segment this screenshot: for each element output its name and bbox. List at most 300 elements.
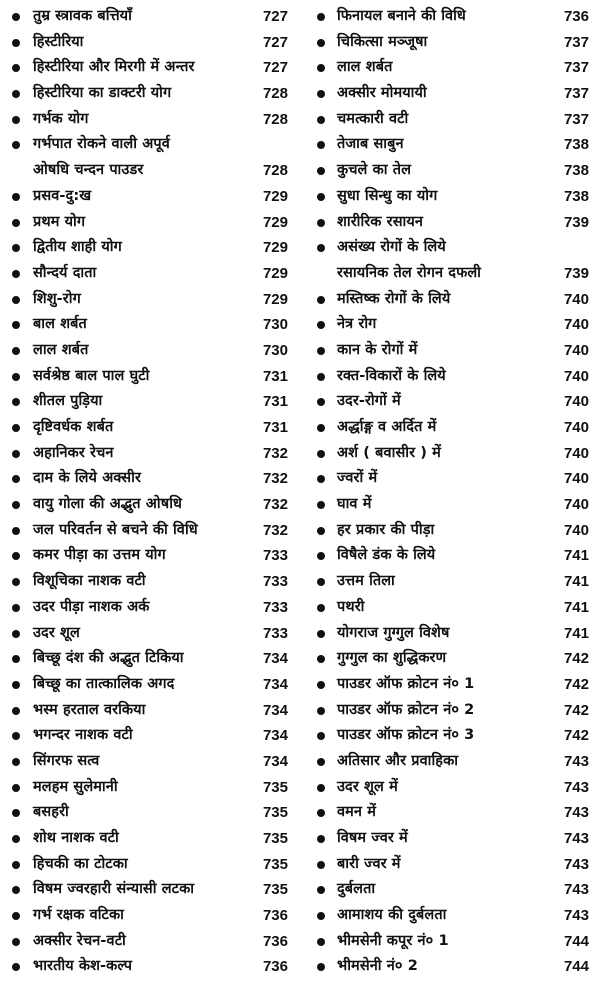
toc-entry-page-number: 733 [262, 624, 288, 642]
bullet-icon [317, 501, 325, 509]
toc-entry-title: सिंगरफ सत्व [33, 752, 100, 769]
toc-entry-page-number: 741 [563, 547, 589, 565]
bullet-icon [317, 424, 325, 432]
toc-entry [303, 81, 600, 107]
toc-left-column [0, 4, 298, 980]
toc-entry-page-number: 736 [262, 958, 288, 976]
bullet-icon [12, 90, 20, 98]
bullet-icon [317, 39, 325, 47]
bullet-icon [317, 141, 325, 149]
bullet-icon [317, 244, 325, 252]
bullet-icon [12, 424, 20, 432]
bullet-icon [12, 450, 20, 458]
toc-entry-title: बिच्छू दंश की अद्भुत टिकिया [33, 650, 184, 667]
toc-entry-title: भस्म हरताल वरकिया [33, 701, 146, 718]
toc-entry-title: लाल शर्बत [33, 341, 89, 358]
toc-entry-title: सौन्दर्य दाता [33, 264, 97, 281]
toc-entry-page-number: 741 [563, 573, 589, 591]
toc-entry-page-number: 739 [563, 213, 589, 231]
toc-entry [0, 569, 298, 595]
toc-entry-title: रक्त-विकारों के लिये [337, 367, 446, 384]
toc-entry-title: उत्तम तिला [337, 573, 395, 590]
toc-entry [303, 55, 600, 81]
bullet-icon [12, 296, 20, 304]
toc-entry-page-number: 739 [563, 264, 589, 282]
toc-entry-page-number: 740 [563, 470, 589, 488]
toc-entry-title: शिशु-रोग [33, 290, 81, 307]
toc-entry-page-number: 743 [563, 752, 589, 770]
toc-entry-page-number: 737 [563, 110, 589, 128]
toc-entry-title: तेजाब साबुन [337, 136, 404, 153]
toc-entry-page-number: 727 [262, 8, 288, 25]
toc-entry [0, 954, 298, 980]
bullet-icon [12, 784, 20, 792]
toc-entry [0, 4, 298, 30]
toc-entry [0, 826, 298, 852]
toc-entry-page-number: 735 [262, 778, 288, 796]
toc-entry-title: पथरी [337, 598, 365, 615]
bullet-icon [12, 604, 20, 612]
bullet-icon [317, 630, 325, 638]
bullet-icon [317, 527, 325, 535]
toc-entry-page-number: 734 [262, 727, 288, 745]
toc-entry [303, 492, 600, 518]
toc-entry [303, 877, 600, 903]
bullet-icon [317, 963, 325, 971]
bullet-icon [12, 398, 20, 406]
toc-entry [303, 569, 600, 595]
toc-entry [303, 826, 600, 852]
toc-entry-page-number: 730 [262, 316, 288, 334]
toc-entry [303, 749, 600, 775]
bullet-icon [317, 938, 325, 946]
toc-entry-page-number: 731 [262, 393, 288, 411]
toc-entry [0, 852, 298, 878]
toc-right-column [303, 4, 600, 980]
toc-entry [0, 30, 298, 56]
toc-entry-title: मस्तिष्क रोगों के लिये [337, 290, 451, 307]
toc-entry [0, 518, 298, 544]
toc-entry-page-number: 736 [262, 907, 288, 925]
toc-entry-title: अक्सीर रेचन-वटी [33, 932, 126, 949]
toc-entry-title: उदर पीड़ा नाशक अर्क [33, 598, 150, 615]
toc-entry [303, 646, 600, 672]
toc-entry [0, 287, 298, 313]
bullet-icon [317, 13, 325, 21]
toc-entry-title: दृष्टिवर्धक शर्बत [33, 419, 114, 435]
bullet-icon [317, 578, 325, 586]
toc-entry-page-number: 736 [262, 932, 288, 950]
bullet-icon [317, 167, 325, 175]
toc-entry [303, 210, 600, 236]
toc-entry-title: असंख्य रोगों के लिये [337, 239, 446, 256]
bullet-icon [317, 809, 325, 817]
toc-entry-title: वायु गोला की अद्भुत ओषधि [33, 496, 182, 513]
toc-entry [0, 441, 298, 467]
bullet-icon [317, 835, 325, 843]
toc-entry [0, 749, 298, 775]
bullet-icon [12, 707, 20, 715]
toc-entry-page-number: 735 [262, 855, 288, 873]
bullet-icon [317, 296, 325, 304]
toc-entry [303, 852, 600, 878]
bullet-icon [12, 835, 20, 843]
bullet-icon [317, 398, 325, 406]
toc-entry-page-number: 731 [262, 367, 288, 385]
toc-entry-page-number: 735 [262, 804, 288, 822]
toc-entry-page-number: 744 [563, 932, 589, 950]
bullet-icon [12, 938, 20, 946]
toc-entry [0, 903, 298, 929]
toc-entry [0, 775, 298, 801]
bullet-icon [12, 861, 20, 869]
toc-entry [303, 441, 600, 467]
toc-entry-page-number: 740 [563, 367, 589, 385]
toc-entry [303, 466, 600, 492]
toc-entry-title: हिस्टीरिया का डाक्टरी योग [33, 85, 172, 102]
toc-entry [0, 415, 298, 441]
toc-entry-page-number: 733 [262, 598, 288, 616]
toc-entry-title: शोथ नाशक वटी [33, 830, 119, 846]
bullet-icon [317, 784, 325, 792]
toc-entry [0, 929, 298, 955]
toc-entry [303, 595, 600, 621]
bullet-icon [12, 527, 20, 535]
toc-entry-title: गर्भ रक्षक वटिका [33, 907, 124, 924]
bullet-icon [12, 578, 20, 586]
toc-entry-title: अक्सीर मोमयायी [337, 85, 427, 102]
bullet-icon [317, 64, 325, 72]
bullet-icon [317, 347, 325, 355]
toc-entry [303, 518, 600, 544]
toc-entry-title: उदर-रोगों में [337, 393, 401, 410]
toc-entry-page-number: 742 [563, 701, 589, 719]
toc-entry-page-number: 735 [262, 830, 288, 847]
bullet-icon [317, 475, 325, 483]
bullet-icon [12, 758, 20, 766]
toc-entry [0, 595, 298, 621]
toc-entry [303, 954, 600, 980]
toc-entry [303, 364, 600, 390]
toc-entry [303, 698, 600, 724]
toc-entry [303, 30, 600, 56]
bullet-icon [12, 270, 20, 278]
toc-entry-page-number: 729 [262, 187, 288, 205]
toc-entry-page-number: 742 [563, 727, 589, 745]
bullet-icon [12, 475, 20, 483]
toc-entry [303, 107, 600, 133]
toc-entry-title: ओषधि चन्दन पाउडर [33, 162, 144, 179]
toc-entry [0, 210, 298, 236]
toc-entry-title: मलहम सुलेमानी [33, 778, 118, 795]
toc-entry [303, 543, 600, 569]
bullet-icon [317, 552, 325, 560]
toc-entry-title: कान के रोगों में [337, 341, 418, 358]
toc-entry-page-number: 734 [262, 752, 288, 770]
toc-entry-title: द्वितीय शाही योग [33, 239, 122, 256]
toc-entry-page-number: 732 [262, 521, 288, 539]
toc-entry-title: पाउडर ऑफ क्रोटन नं० 1 [337, 675, 475, 692]
toc-entry-title: पाउडर ऑफ क्रोटन नं० 2 [337, 701, 475, 718]
toc-entry-page-number: 732 [262, 470, 288, 488]
toc-entry-title: गर्भपात रोकने वाली अपूर्व [33, 136, 170, 153]
toc-entry [303, 235, 600, 261]
bullet-icon [317, 758, 325, 766]
toc-entry-page-number: 743 [563, 881, 589, 899]
toc-entry-page-number: 741 [563, 624, 589, 642]
bullet-icon [12, 39, 20, 47]
bullet-icon [12, 193, 20, 201]
toc-entry-page-number: 738 [563, 187, 589, 205]
toc-entry [0, 698, 298, 724]
toc-entry-title: चमत्कारी वटी [337, 110, 409, 127]
bullet-icon [317, 373, 325, 381]
toc-entry [303, 184, 600, 210]
toc-entry-page-number: 736 [563, 8, 589, 25]
toc-entry-page-number: 740 [563, 341, 589, 359]
toc-entry [303, 929, 600, 955]
toc-entry-title: ज्वरों में [337, 470, 378, 487]
toc-entry-page-number: 737 [563, 85, 589, 103]
toc-entry [0, 389, 298, 415]
toc-entry [303, 723, 600, 749]
toc-entry-title: बाल शर्बत [33, 316, 87, 333]
toc-entry-page-number: 732 [262, 496, 288, 514]
toc-entry-page-number: 737 [563, 59, 589, 77]
toc-entry-title: हिचकी का टोटका [33, 855, 128, 872]
toc-entry [0, 672, 298, 698]
toc-entry-page-number: 729 [262, 290, 288, 308]
toc-entry-page-number: 730 [262, 341, 288, 359]
toc-entry-title: अर्श ( बवासीर ) में [337, 444, 441, 461]
bullet-icon [317, 219, 325, 227]
toc-entry-page-number: 740 [563, 444, 589, 462]
toc-entry [303, 903, 600, 929]
toc-entry-title: विषैले डंक के लिये [337, 547, 436, 564]
toc-entry-page-number: 729 [262, 213, 288, 231]
bullet-icon [12, 552, 20, 560]
toc-entry-page-number: 742 [563, 650, 589, 668]
toc-entry [0, 235, 298, 261]
toc-entry [303, 775, 600, 801]
bullet-icon [12, 141, 20, 149]
toc-entry [0, 621, 298, 647]
bullet-icon [12, 64, 20, 72]
toc-entry-page-number: 734 [262, 675, 288, 693]
toc-entry-title: चिकित्सा मञ्जूषा [337, 33, 428, 50]
bullet-icon [317, 193, 325, 201]
toc-entry [0, 646, 298, 672]
toc-entry-title: हिस्टीरिया [33, 33, 84, 50]
bullet-icon [12, 373, 20, 381]
bullet-icon [12, 13, 20, 21]
toc-entry-title: तुम्र स्त्रावक बत्तियाँ [33, 8, 132, 24]
toc-entry-page-number: 740 [563, 521, 589, 539]
toc-entry-title: प्रथम योग [33, 213, 86, 230]
toc-entry-page-number: 740 [563, 393, 589, 411]
bullet-icon [317, 116, 325, 124]
toc-entry-title: उदर शूल [33, 624, 80, 641]
toc-entry [0, 543, 298, 569]
toc-entry-page-number: 738 [563, 136, 589, 154]
bullet-icon [12, 681, 20, 689]
bullet-icon [12, 321, 20, 329]
bullet-icon [317, 604, 325, 612]
bullet-icon [12, 501, 20, 509]
toc-entry [0, 466, 298, 492]
toc-entry [303, 4, 600, 30]
toc-entry-title: भारतीय केश-कल्प [33, 958, 133, 975]
toc-entry-page-number: 733 [262, 573, 288, 591]
toc-entry-title: आमाशय की दुर्बलता [337, 907, 447, 924]
toc-entry-title: फिनायल बनाने की विधि [337, 8, 466, 24]
bullet-icon [317, 681, 325, 689]
toc-entry [0, 364, 298, 390]
toc-entry-page-number: 740 [563, 290, 589, 308]
toc-entry-page-number: 728 [262, 162, 288, 180]
toc-entry [303, 287, 600, 313]
toc-entry-title: उदर शूल में [337, 778, 398, 795]
toc-entry-page-number: 728 [262, 85, 288, 103]
bullet-icon [12, 116, 20, 124]
toc-entry-page-number: 734 [262, 701, 288, 719]
toc-entry-title: विषम ज्वर में [337, 830, 408, 846]
toc-entry-title: बिच्छू का तात्कालिक अगद [33, 675, 175, 692]
toc-entry [0, 107, 298, 133]
toc-entry-page-number: 740 [563, 496, 589, 514]
toc-entry [303, 415, 600, 441]
toc-entry-title: अहानिकर रेचन [33, 444, 114, 461]
bullet-icon [317, 655, 325, 663]
toc-entry-title: अर्द्धाङ्ग व अर्दित में [337, 419, 437, 435]
toc-entry-page-number: 732 [262, 444, 288, 462]
toc-entry-page-number: 743 [563, 778, 589, 796]
toc-entry [0, 158, 298, 184]
toc-entry [303, 158, 600, 184]
toc-entry-page-number: 743 [563, 804, 589, 822]
toc-entry [303, 800, 600, 826]
toc-entry-title: घाव में [337, 496, 372, 513]
toc-entry-title: जल परिवर्तन से बचने की विधि [33, 521, 198, 538]
toc-entry [0, 261, 298, 287]
toc-entry-page-number: 728 [262, 110, 288, 128]
bullet-icon [12, 912, 20, 920]
toc-entry-page-number: 729 [262, 239, 288, 257]
toc-entry-title: भीमसेनी नं० 2 [337, 958, 418, 975]
toc-entry-page-number: 733 [262, 547, 288, 565]
toc-entry-title: योगराज गुग्गुल विशेष [337, 624, 450, 641]
toc-entry-title: लाल शर्बत [337, 59, 393, 76]
bullet-icon [317, 321, 325, 329]
toc-entry-title: विशूचिका नाशक वटी [33, 573, 146, 590]
bullet-icon [317, 732, 325, 740]
bullet-icon [12, 244, 20, 252]
toc-entry-page-number: 742 [563, 675, 589, 693]
toc-entry-page-number: 727 [262, 59, 288, 77]
toc-entry [0, 800, 298, 826]
toc-entry-page-number: 731 [262, 419, 288, 436]
toc-entry-title: गर्भक योग [33, 110, 89, 127]
toc-entry-title: वमन में [337, 804, 376, 821]
toc-entry-title: सर्वश्रेष्ठ बाल पाल घुटी [33, 367, 150, 384]
toc-entry-title: कुचले का तेल [337, 162, 412, 179]
toc-entry-page-number: 743 [563, 907, 589, 925]
toc-entry-title: शारीरिक रसायन [337, 213, 424, 230]
toc-entry-title: प्रसव-दु:ख [33, 187, 92, 204]
toc-entry-page-number: 727 [262, 33, 288, 51]
toc-entry-title: बसहरी [33, 804, 69, 821]
toc-entry-title: भगन्दर नाशक वटी [33, 727, 133, 744]
toc-entry-page-number: 744 [563, 958, 589, 976]
toc-entry-page-number: 735 [262, 881, 288, 899]
toc-entry [0, 723, 298, 749]
toc-entry-page-number: 743 [563, 830, 589, 847]
bullet-icon [317, 707, 325, 715]
toc-entry-page-number: 740 [563, 419, 589, 436]
toc-entry [0, 81, 298, 107]
toc-entry-title: नेत्र रोग [337, 316, 377, 333]
toc-entry-title: रसायनिक तेल रोगन दफली [337, 264, 482, 281]
toc-entry-title: हर प्रकार की पीड़ा [337, 521, 435, 538]
toc-entry-page-number: 741 [563, 598, 589, 616]
toc-entry [0, 184, 298, 210]
toc-entry [303, 338, 600, 364]
toc-entry-page-number: 737 [563, 33, 589, 51]
toc-entry [0, 492, 298, 518]
toc-entry [303, 672, 600, 698]
toc-entry-title: गुग्गुल का शुद्धिकरण [337, 650, 447, 667]
toc-entry-title: दुर्बलता [337, 881, 376, 898]
toc-entry-page-number: 743 [563, 855, 589, 873]
toc-entry-title: सुधा सिन्धु का योग [337, 187, 438, 204]
toc-entry-title: दाम के लिये अक्सीर [33, 470, 141, 487]
bullet-icon [12, 630, 20, 638]
toc-entry-title: शीतल पुड़िया [33, 393, 103, 410]
toc-entry-page-number: 729 [262, 264, 288, 282]
bullet-icon [317, 90, 325, 98]
toc-entry [0, 338, 298, 364]
bullet-icon [12, 809, 20, 817]
toc-entry-title: पाउडर ऑफ क्रोटन नं० 3 [337, 727, 475, 744]
toc-entry-title: भीमसेनी कपूर नं० 1 [337, 932, 449, 949]
toc-entry-title: बारी ज्वर में [337, 855, 401, 872]
toc-entry [0, 312, 298, 338]
toc-entry [0, 877, 298, 903]
toc-entry [0, 55, 298, 81]
toc-entry-page-number: 740 [563, 316, 589, 334]
toc-entry [303, 312, 600, 338]
toc-entry-title: विषम ज्वरहारी संन्यासी लटका [33, 881, 195, 898]
bullet-icon [12, 886, 20, 894]
bullet-icon [12, 219, 20, 227]
toc-entry [303, 132, 600, 158]
bullet-icon [317, 912, 325, 920]
toc-entry [303, 389, 600, 415]
toc-entry [303, 621, 600, 647]
bullet-icon [317, 450, 325, 458]
toc-entry-title: अतिसार और प्रवाहिका [337, 752, 459, 769]
toc-entry [303, 261, 600, 287]
bullet-icon [317, 861, 325, 869]
toc-entry-page-number: 734 [262, 650, 288, 668]
bullet-icon [12, 963, 20, 971]
toc-entry [0, 132, 298, 158]
bullet-icon [12, 732, 20, 740]
toc-entry-title: हिस्टीरिया और मिरगी में अन्तर [33, 59, 195, 76]
toc-entry-title: कमर पीड़ा का उत्तम योग [33, 547, 166, 564]
toc-entry-page-number: 738 [563, 162, 589, 180]
bullet-icon [12, 347, 20, 355]
